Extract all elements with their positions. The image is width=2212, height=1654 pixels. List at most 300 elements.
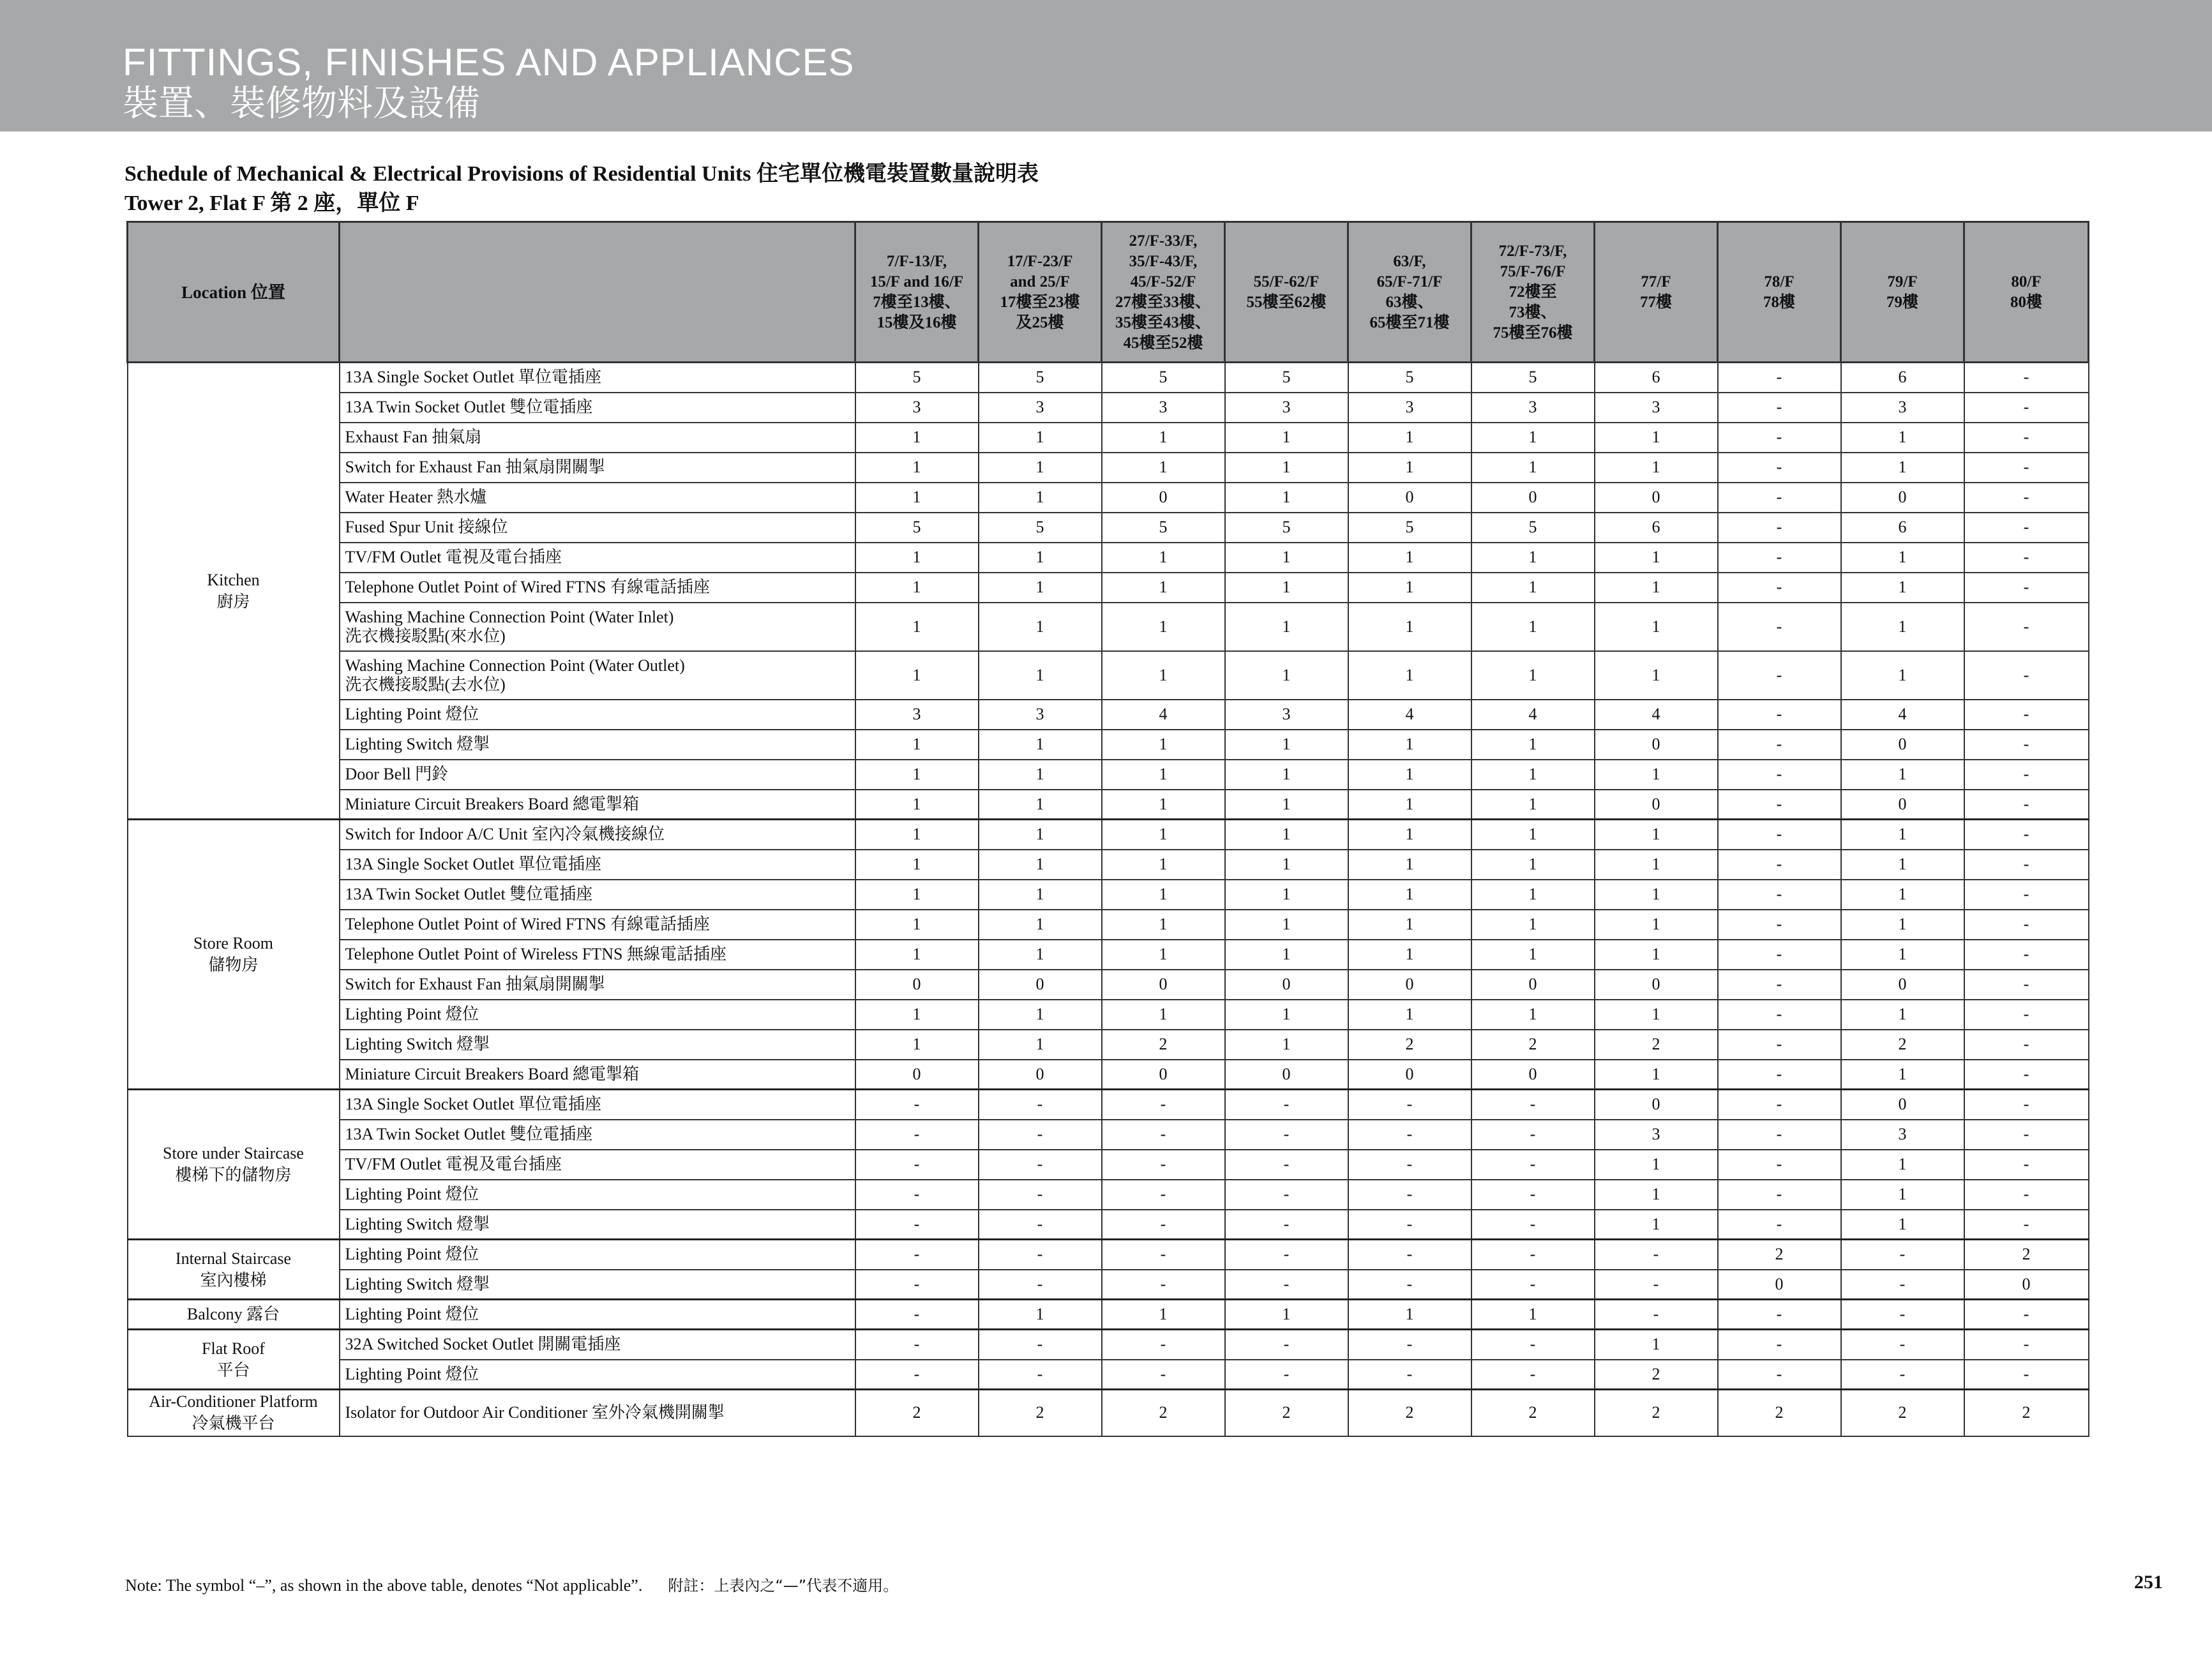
value-cell: 1: [1348, 543, 1471, 573]
value-cell: -: [1102, 1120, 1225, 1150]
value-cell: 3: [979, 700, 1102, 730]
value-cell: -: [1964, 820, 2089, 850]
value-cell: -: [1348, 1270, 1471, 1300]
value-cell: -: [979, 1330, 1102, 1360]
value-cell: -: [1964, 880, 2089, 910]
value-cell: 3: [1841, 1120, 1964, 1150]
value-cell: 1: [855, 850, 979, 880]
value-cell: -: [1964, 1090, 2089, 1120]
table-row: [128, 603, 2089, 651]
value-cell: -: [1718, 850, 1841, 880]
value-cell: 1: [979, 850, 1102, 880]
table-row: [128, 1090, 2089, 1120]
value-cell: -: [855, 1360, 979, 1390]
value-cell: 3: [1225, 700, 1348, 730]
value-cell: -: [855, 1300, 979, 1330]
value-cell: 5: [1348, 363, 1471, 393]
value-cell: -: [1964, 1360, 2089, 1390]
value-cell: -: [1471, 1270, 1595, 1300]
item-cell: [340, 940, 855, 970]
value-cell: -: [1964, 603, 2089, 651]
value-cell: -: [1225, 1090, 1348, 1120]
table-row: [128, 1120, 2089, 1150]
provisions-table: [126, 221, 2089, 1437]
item-label: Lighting Switch 燈掣: [345, 1214, 490, 1233]
value-cell: 1: [979, 543, 1102, 573]
value-cell: -: [1348, 1150, 1471, 1180]
item-cell: [340, 1000, 855, 1030]
value-cell: 1: [1841, 1210, 1964, 1240]
value-cell: -: [1348, 1090, 1471, 1120]
value-cell: -: [1964, 651, 2089, 700]
value-cell: 0: [1348, 483, 1471, 513]
value-cell: 5: [1471, 363, 1595, 393]
value-cell: -: [1471, 1360, 1595, 1390]
value-cell: -: [1964, 1150, 2089, 1180]
value-cell: -: [1595, 1300, 1718, 1330]
value-cell: -: [1841, 1270, 1964, 1300]
item-label: Lighting Point 燈位: [345, 705, 479, 723]
value-cell: 1: [1102, 603, 1225, 651]
item-cell: [340, 1120, 855, 1150]
value-cell: -: [1964, 453, 2089, 483]
table-row: [128, 1300, 2089, 1330]
value-cell: -: [1348, 1330, 1471, 1360]
value-cell: 1: [1595, 820, 1718, 850]
value-cell: 0: [1102, 970, 1225, 1000]
value-cell: -: [1718, 423, 1841, 453]
item-label: Telephone Outlet Point of Wireless FTNS 無線電話插座: [345, 945, 726, 963]
value-cell: -: [1718, 1000, 1841, 1030]
value-cell: 1: [1348, 850, 1471, 880]
value-cell: 2: [1471, 1390, 1595, 1436]
value-cell: 1: [1471, 910, 1595, 940]
value-cell: 0: [1471, 970, 1595, 1000]
value-cell: -: [1102, 1330, 1225, 1360]
value-cell: -: [1718, 1360, 1841, 1390]
value-cell: 3: [855, 700, 979, 730]
item-cell: [340, 910, 855, 940]
value-cell: -: [1718, 1180, 1841, 1210]
value-cell: 0: [1964, 1270, 2089, 1300]
item-cell: [340, 970, 855, 1000]
value-cell: 2: [1718, 1390, 1841, 1436]
table-row: [128, 1240, 2089, 1270]
value-cell: 1: [1471, 1300, 1595, 1330]
value-cell: 1: [1841, 651, 1964, 700]
value-cell: 1: [1102, 820, 1225, 850]
value-cell: 0: [1841, 483, 1964, 513]
item-label: Miniature Circuit Breakers Board 總電掣箱: [345, 794, 640, 813]
value-cell: -: [1964, 573, 2089, 603]
value-cell: -: [1964, 790, 2089, 820]
value-cell: 1: [855, 790, 979, 820]
value-cell: -: [1471, 1240, 1595, 1270]
value-cell: 1: [979, 760, 1102, 790]
item-label: Lighting Switch 燈掣: [345, 1274, 490, 1293]
value-cell: 1: [1841, 760, 1964, 790]
item-column-header: [340, 222, 855, 363]
value-cell: 4: [1102, 700, 1225, 730]
value-cell: 5: [1348, 513, 1471, 543]
value-cell: 0: [1471, 1060, 1595, 1090]
value-cell: 1: [1225, 880, 1348, 910]
value-cell: -: [855, 1240, 979, 1270]
value-cell: -: [1964, 363, 2089, 393]
value-cell: -: [1964, 1330, 2089, 1360]
value-cell: 1: [1841, 1000, 1964, 1030]
floor-column-header: 63/F, 65/F-71/F 63樓、 65樓至71樓: [1348, 222, 1471, 363]
value-cell: 3: [1348, 393, 1471, 423]
item-label: Washing Machine Connection Point (Water Outlet): [345, 656, 685, 675]
item-label: Telephone Outlet Point of Wired FTNS 有線電話插座: [345, 915, 710, 933]
table-row: [128, 760, 2089, 790]
item-cell: [340, 651, 855, 700]
value-cell: -: [979, 1270, 1102, 1300]
location-cell: Internal Staircase 室內樓梯: [128, 1240, 340, 1300]
value-cell: -: [1102, 1210, 1225, 1240]
table-row: [128, 543, 2089, 573]
value-cell: 1: [1225, 850, 1348, 880]
value-cell: -: [1718, 363, 1841, 393]
location-column-header: Location 位置: [128, 222, 340, 363]
value-cell: 1: [979, 820, 1102, 850]
item-label: Switch for Exhaust Fan 抽氣扇開關掣: [345, 975, 605, 993]
value-cell: -: [1718, 1030, 1841, 1060]
value-cell: 1: [979, 790, 1102, 820]
value-cell: -: [1102, 1240, 1225, 1270]
value-cell: 1: [1841, 910, 1964, 940]
value-cell: 3: [1102, 393, 1225, 423]
value-cell: 1: [1595, 850, 1718, 880]
footnote-en: Note: The symbol “–”, as shown in the above table, denotes “Not applicable”.: [125, 1576, 643, 1595]
value-cell: 1: [1471, 940, 1595, 970]
value-cell: 4: [1471, 700, 1595, 730]
value-cell: -: [1841, 1300, 1964, 1330]
value-cell: -: [1841, 1360, 1964, 1390]
value-cell: -: [1718, 1300, 1841, 1330]
value-cell: 0: [1595, 1090, 1718, 1120]
value-cell: -: [1225, 1360, 1348, 1390]
value-cell: 1: [1841, 820, 1964, 850]
value-cell: -: [1964, 700, 2089, 730]
value-cell: 6: [1595, 363, 1718, 393]
value-cell: -: [1964, 760, 2089, 790]
value-cell: 1: [1225, 603, 1348, 651]
value-cell: -: [979, 1210, 1102, 1240]
item-cell: [340, 1060, 855, 1090]
value-cell: 0: [1841, 730, 1964, 760]
value-cell: -: [1718, 970, 1841, 1000]
value-cell: 1: [1102, 573, 1225, 603]
value-cell: 0: [1718, 1270, 1841, 1300]
value-cell: 5: [855, 363, 979, 393]
item-cell: [340, 363, 855, 393]
item-label: Lighting Point 燈位: [345, 1245, 479, 1264]
value-cell: 1: [1102, 730, 1225, 760]
table-row: [128, 1210, 2089, 1240]
value-cell: -: [1102, 1270, 1225, 1300]
value-cell: -: [1964, 730, 2089, 760]
value-cell: -: [1348, 1360, 1471, 1390]
value-cell: -: [1102, 1360, 1225, 1390]
value-cell: -: [1348, 1240, 1471, 1270]
value-cell: 0: [1225, 970, 1348, 1000]
item-cell: [340, 1360, 855, 1390]
banner-title-zh: 裝置、裝修物料及設備: [123, 83, 480, 124]
value-cell: -: [979, 1120, 1102, 1150]
value-cell: 1: [1348, 1300, 1471, 1330]
value-cell: 0: [1841, 1090, 1964, 1120]
value-cell: 1: [1595, 1180, 1718, 1210]
value-cell: 2: [1471, 1030, 1595, 1060]
table-row: [128, 850, 2089, 880]
value-cell: -: [1595, 1270, 1718, 1300]
item-cell: [340, 1150, 855, 1180]
item-cell: [340, 700, 855, 730]
value-cell: 0: [1595, 730, 1718, 760]
value-cell: 1: [1471, 573, 1595, 603]
value-cell: -: [1718, 1120, 1841, 1150]
value-cell: 5: [1102, 513, 1225, 543]
value-cell: -: [979, 1360, 1102, 1390]
item-cell: [340, 1090, 855, 1120]
value-cell: -: [855, 1330, 979, 1360]
value-cell: 2: [1964, 1240, 2089, 1270]
value-cell: -: [1964, 1300, 2089, 1330]
value-cell: 1: [1225, 651, 1348, 700]
value-cell: 1: [979, 423, 1102, 453]
item-label: Lighting Point 燈位: [345, 1305, 479, 1323]
value-cell: -: [1225, 1330, 1348, 1360]
value-cell: -: [1718, 543, 1841, 573]
value-cell: 1: [1102, 1000, 1225, 1030]
value-cell: -: [1718, 1210, 1841, 1240]
value-cell: -: [1102, 1090, 1225, 1120]
item-label: Lighting Point 燈位: [345, 1364, 479, 1383]
value-cell: 1: [1595, 453, 1718, 483]
value-cell: 3: [1595, 1120, 1718, 1150]
item-cell: [340, 850, 855, 880]
value-cell: -: [1718, 651, 1841, 700]
value-cell: 1: [1595, 1330, 1718, 1360]
item-label: TV/FM Outlet 電視及電台插座: [345, 548, 562, 566]
value-cell: 3: [979, 393, 1102, 423]
value-cell: 5: [855, 513, 979, 543]
value-cell: -: [1718, 603, 1841, 651]
value-cell: -: [1718, 393, 1841, 423]
value-cell: 1: [1471, 543, 1595, 573]
value-cell: 1: [855, 940, 979, 970]
value-cell: 0: [855, 970, 979, 1000]
value-cell: 1: [1225, 790, 1348, 820]
value-cell: -: [1964, 513, 2089, 543]
value-cell: 1: [1225, 423, 1348, 453]
value-cell: -: [1718, 940, 1841, 970]
value-cell: 6: [1595, 513, 1718, 543]
value-cell: 1: [855, 820, 979, 850]
item-cell: [340, 820, 855, 850]
value-cell: 1: [1595, 1060, 1718, 1090]
value-cell: -: [1718, 483, 1841, 513]
value-cell: -: [1225, 1270, 1348, 1300]
item-cell: [340, 573, 855, 603]
table-row: [128, 820, 2089, 850]
value-cell: 1: [1595, 1000, 1718, 1030]
value-cell: 1: [855, 603, 979, 651]
table-row: [128, 1030, 2089, 1060]
value-cell: 1: [1595, 940, 1718, 970]
value-cell: 1: [1841, 603, 1964, 651]
item-label: 32A Switched Socket Outlet 開關電插座: [345, 1335, 621, 1354]
value-cell: 3: [855, 393, 979, 423]
value-cell: -: [1718, 1060, 1841, 1090]
value-cell: 2: [1595, 1390, 1718, 1436]
value-cell: 1: [1595, 910, 1718, 940]
value-cell: 1: [1348, 651, 1471, 700]
value-cell: 1: [1348, 880, 1471, 910]
value-cell: 1: [979, 1030, 1102, 1060]
value-cell: 1: [1471, 820, 1595, 850]
value-cell: 1: [1348, 790, 1471, 820]
value-cell: 0: [1841, 790, 1964, 820]
floor-column-header: 7/F-13/F, 15/F and 16/F 7樓至13樓、 15樓及16樓: [855, 222, 979, 363]
value-cell: 1: [1102, 880, 1225, 910]
value-cell: -: [855, 1270, 979, 1300]
value-cell: 1: [1841, 850, 1964, 880]
value-cell: 1: [1841, 1180, 1964, 1210]
value-cell: 1: [1595, 651, 1718, 700]
value-cell: 1: [1595, 423, 1718, 453]
floor-column-header: 17/F-23/F and 25/F 17樓至23樓 及25樓: [979, 222, 1102, 363]
value-cell: 1: [855, 730, 979, 760]
value-cell: 1: [979, 880, 1102, 910]
value-cell: 2: [1102, 1030, 1225, 1060]
floor-column-header: 27/F-33/F, 35/F-43/F, 45/F-52/F 27樓至33樓、 35樓至43樓、 45樓至52樓: [1102, 222, 1225, 363]
value-cell: -: [1841, 1330, 1964, 1360]
value-cell: 1: [979, 730, 1102, 760]
page-banner: [0, 0, 2212, 132]
item-cell: [340, 603, 855, 651]
item-label: 13A Single Socket Outlet 單位電插座: [345, 1095, 602, 1114]
value-cell: 1: [1102, 453, 1225, 483]
value-cell: -: [855, 1150, 979, 1180]
item-label: 13A Twin Socket Outlet 雙位電插座: [345, 885, 593, 903]
value-cell: 1: [1102, 760, 1225, 790]
item-label: Exhaust Fan 抽氣扇: [345, 428, 482, 446]
value-cell: 1: [1225, 940, 1348, 970]
value-cell: 0: [1102, 1060, 1225, 1090]
value-cell: -: [1471, 1150, 1595, 1180]
value-cell: 3: [1841, 393, 1964, 423]
item-cell: [340, 1330, 855, 1360]
value-cell: 1: [1595, 603, 1718, 651]
table-row: [128, 790, 2089, 820]
item-label: Lighting Point 燈位: [345, 1005, 479, 1023]
value-cell: 1: [855, 910, 979, 940]
value-cell: 1: [855, 453, 979, 483]
item-label: Miniature Circuit Breakers Board 總電掣箱: [345, 1064, 640, 1083]
item-label: 洗衣機接駁點(來水位): [345, 626, 506, 645]
value-cell: 1: [855, 573, 979, 603]
footnote: [125, 1573, 898, 1595]
value-cell: 2: [1595, 1030, 1718, 1060]
value-cell: -: [1964, 1210, 2089, 1240]
value-cell: 1: [1102, 910, 1225, 940]
value-cell: -: [1225, 1210, 1348, 1240]
value-cell: 1: [1102, 790, 1225, 820]
value-cell: 1: [979, 910, 1102, 940]
value-cell: 1: [1471, 880, 1595, 910]
table-row: [128, 573, 2089, 603]
value-cell: 1: [1225, 483, 1348, 513]
item-cell: [340, 483, 855, 513]
item-cell: [340, 393, 855, 423]
location-cell: Store under Staircase 樓梯下的儲物房: [128, 1090, 340, 1240]
value-cell: 1: [1348, 820, 1471, 850]
table-row: [128, 910, 2089, 940]
table-row: [128, 880, 2089, 910]
value-cell: -: [979, 1150, 1102, 1180]
value-cell: 2: [1595, 1360, 1718, 1390]
value-cell: -: [1718, 700, 1841, 730]
item-cell: [340, 453, 855, 483]
value-cell: -: [1718, 730, 1841, 760]
value-cell: -: [1718, 573, 1841, 603]
value-cell: 1: [1841, 1060, 1964, 1090]
item-cell: [340, 1180, 855, 1210]
value-cell: 1: [855, 543, 979, 573]
value-cell: 1: [979, 940, 1102, 970]
value-cell: -: [1718, 1090, 1841, 1120]
value-cell: 1: [1595, 573, 1718, 603]
value-cell: 1: [1841, 453, 1964, 483]
value-cell: 1: [1225, 1000, 1348, 1030]
table-row: [128, 483, 2089, 513]
table-row: [128, 1060, 2089, 1090]
table-row: [128, 423, 2089, 453]
value-cell: 5: [1225, 513, 1348, 543]
value-cell: 1: [1471, 850, 1595, 880]
value-cell: -: [1718, 910, 1841, 940]
value-cell: 4: [1841, 700, 1964, 730]
value-cell: 1: [1595, 1150, 1718, 1180]
item-cell: [340, 790, 855, 820]
value-cell: 0: [979, 970, 1102, 1000]
value-cell: -: [1841, 1240, 1964, 1270]
table-header-row: [128, 222, 2089, 363]
value-cell: 6: [1841, 513, 1964, 543]
value-cell: -: [1718, 1150, 1841, 1180]
value-cell: 0: [1595, 970, 1718, 1000]
value-cell: 5: [1471, 513, 1595, 543]
value-cell: 3: [1595, 393, 1718, 423]
value-cell: 1: [1471, 730, 1595, 760]
value-cell: 1: [855, 1000, 979, 1030]
value-cell: -: [1964, 940, 2089, 970]
table-row: [128, 1330, 2089, 1360]
value-cell: -: [1102, 1180, 1225, 1210]
value-cell: 0: [1595, 483, 1718, 513]
item-label: 13A Single Socket Outlet 單位電插座: [345, 368, 602, 387]
value-cell: 4: [1595, 700, 1718, 730]
schedule-title: Schedule of Mechanical & Electrical Provisions of Residential Units 住宅單位機電裝置數量說明表: [124, 162, 1039, 186]
value-cell: 1: [1225, 760, 1348, 790]
value-cell: 1: [1225, 573, 1348, 603]
value-cell: 1: [1471, 651, 1595, 700]
floor-column-header: 72/F-73/F, 75/F-76/F 72樓至 73樓、 75樓至76樓: [1471, 222, 1595, 363]
banner-title-en: FITTINGS, FINISHES AND APPLIANCES: [123, 41, 855, 84]
